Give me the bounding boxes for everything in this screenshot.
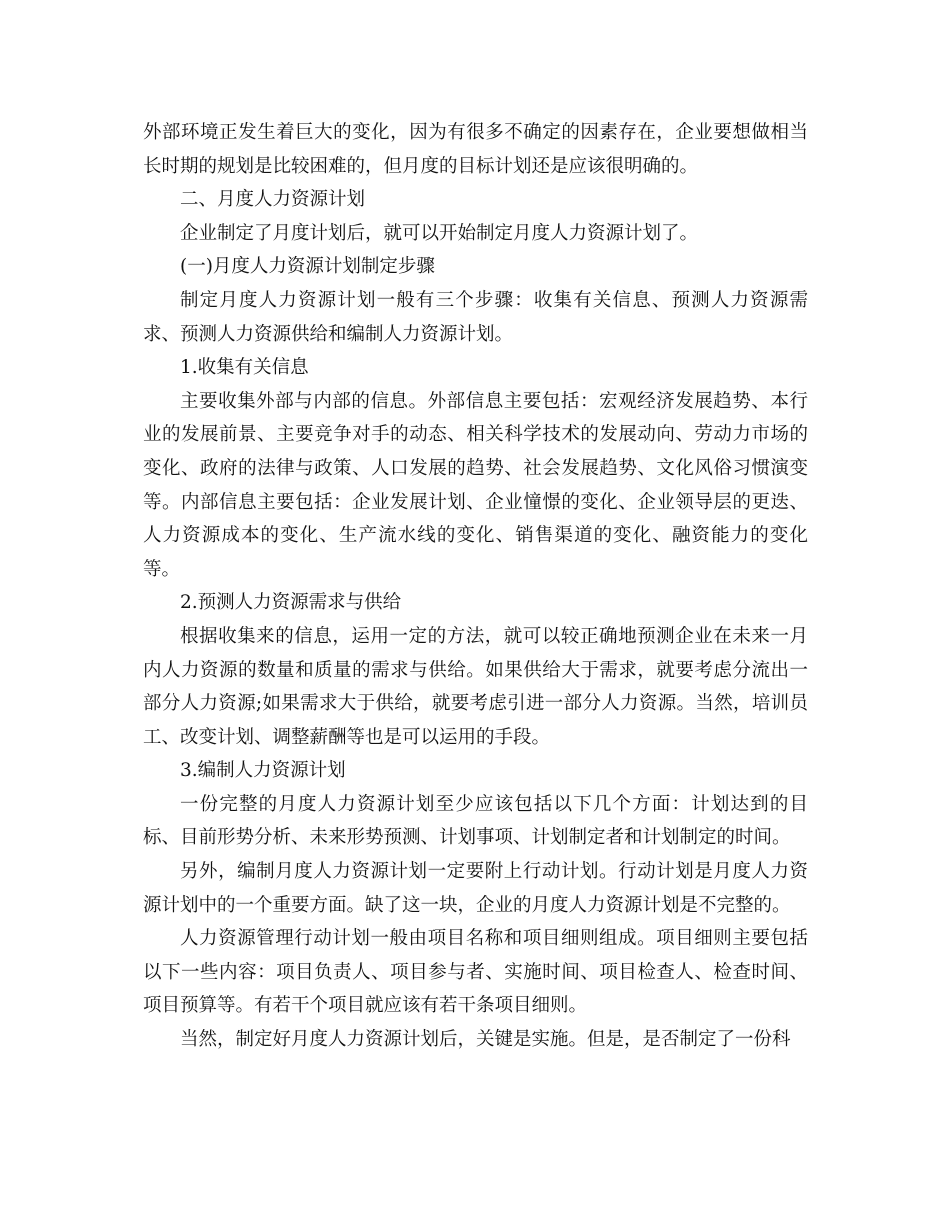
document-body <box>143 116 808 1057</box>
step-heading-compile-plan: 3.编制人力资源计划 <box>180 760 346 782</box>
step-heading-forecast: 2.预测人力资源需求与供给 <box>180 592 402 614</box>
paragraph-truncated: 当然，制定好月度人力资源计划后，关键是实施。但是，是否制定了一份科 <box>180 1029 791 1051</box>
paragraph: 另外，编制月度人力资源计划一定要附上行动计划。行动计划是月度人力资源计划中的一个重要方面。缺了这一块，企业的月度人力资源计划是不完整的。 <box>143 861 808 916</box>
paragraph: 企业制定了月度计划后，就可以开始制定月度人力资源计划了。 <box>180 222 699 244</box>
paragraph: 一份完整的月度人力资源计划至少应该包括以下几个方面：计划达到的目标、目前形势分析、未来形势预测、计划事项、计划制定者和计划制定的时间。 <box>143 793 808 849</box>
section-heading-monthly-hr-plan: 二、月度人力资源计划 <box>180 189 366 211</box>
paragraph: 人力资源管理行动计划一般由项目名称和项目细则组成。项目细则主要包括以下一些内容：项目负责人、项目参与者、实施时间、项目检查人、检查时间、项目预算等。有若干个项目就应该有若干条项目细则。 <box>143 928 808 1017</box>
paragraph: 根据收集来的信息，运用一定的方法，就可以较正确地预测企业在未来一月内人力资源的数量和质量的需求与供给。如果供给大于需求，就要考虑分流出一部分人力资源;如果需求大于供给，就要考虑引进一部分人力资源。当然，培训员工、改变计划、调整薪酬等也是可以运用的手段。 <box>143 625 808 748</box>
paragraph: 制定月度人力资源计划一般有三个步骤：收集有关信息、预测人力资源需求、预测人力资源供给和编制人力资源计划。 <box>143 289 808 345</box>
step-heading-collect-info: 1.收集有关信息 <box>180 357 309 379</box>
paragraph-continuation: 外部环境正发生着巨大的变化，因为有很多不确定的因素存在，企业要想做相当长时期的规划是比较困难的，但月度的目标计划还是应该很明确的。 <box>143 122 808 177</box>
subsection-heading-steps: (一)月度人力资源计划制定步骤 <box>180 256 435 278</box>
paragraph: 主要收集外部与内部的信息。外部信息主要包括：宏观经济发展趋势、本行业的发展前景、主要竞争对手的动态、相关科学技术的发展动向、劳动力市场的变化、政府的法律与政策、人口发展的趋势、社会发展趋势、文化风俗习惯演变等。内部信息主要包括：企业发展计划、企业憧憬的变化、企业领导层的更迭、人力资源成本的变化、生产流水线的变化、销售渠道的变化、融资能力的变化等。 <box>143 390 808 580</box>
